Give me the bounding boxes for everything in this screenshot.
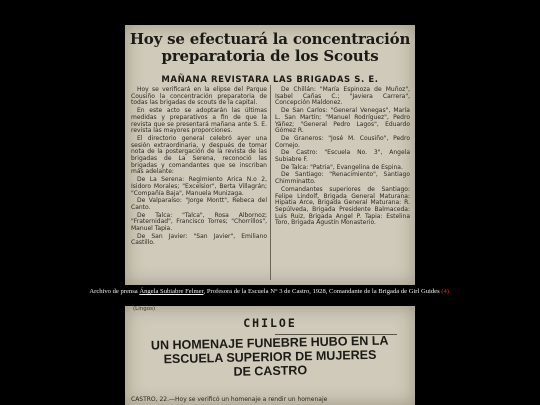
clipping-subhead: MAÑANA REVISTARA LAS BRIGADAS S. E. xyxy=(161,75,379,85)
paragraph: De Graneros: "José M. Cousiño", Pedro Cornejo. xyxy=(275,134,410,149)
newspaper-clipping-chiloe xyxy=(125,306,415,405)
caption-reference-link[interactable]: (4). xyxy=(441,288,451,295)
paragraph: Comandantes superiores de Santiago: Felipe Lindolf, Brigada General Maturana: Hipatia Arce, Brigada General Maturana: R. Sepúlveda, Brigada Presidente Balmaceda: Luis Ruiz, Brigada Angel P. Tapia: Estelina Toro, Brigada Agustín Monasterio. xyxy=(275,185,410,227)
paragraph: De Santiago: "Renacimiento", Santiago Chimminatto. xyxy=(275,171,410,186)
clipping-top-fragment: (Lingos) xyxy=(133,306,156,312)
paragraph: De Valparaíso: "Jorge Montt", Rebeca del Canto. xyxy=(131,197,267,211)
headline-line-2: preparatoria de los Scouts xyxy=(161,47,379,65)
image-caption xyxy=(0,286,540,298)
paragraph: Hoy se verificará en la elipse del Parque Cousiño la concentración preparatoria de todas las brigadas de scouts de la capital. xyxy=(131,86,267,107)
article-left-column xyxy=(131,87,267,248)
column-divider xyxy=(270,85,271,280)
article-right-column xyxy=(275,87,410,228)
headline-line-1: Hoy se efectuará la concentración xyxy=(129,30,411,48)
clipping-headline xyxy=(125,31,415,65)
clipping-headline xyxy=(125,333,415,381)
headline-line-3: DE CASTRO xyxy=(233,363,308,379)
headline-line-1: UN HOMENAJE FUNEBRE HUBO EN LA xyxy=(150,333,389,353)
paragraph: El directorio general celebró ayer una sesión extraordinaria, y después de tomar nota de la postergación de la revista de las brigadas de La Serena, reconoció las brigadas y comandantes que se inscriban más adelante: xyxy=(131,134,267,176)
paragraph: De La Serena: Regimiento Arica N.o 2, Isidoro Morales; "Excelsior", Berta Villagrán; "Compañía Baja", Manuela Munizaga. xyxy=(131,176,267,197)
paragraph: De Castro: "Escuela No. 3", Angela Subiabre F. xyxy=(275,149,410,164)
caption-suffix: , Profesora de la Escuela N° 3 de Castro, 1928, Comandante de la Brigada de Girl Guides xyxy=(203,288,442,295)
article-text-fragment: CASTRO, 22.—Hoy se verificó un homenaje a rendir un homenaje xyxy=(131,396,328,403)
section-title: CHILOE xyxy=(243,316,297,330)
headline-line-2: ESCUELA SUPERIOR DE MUJERES xyxy=(163,347,377,367)
caption-prefix: Archivo de prensa xyxy=(89,288,140,295)
paragraph: De San Carlos: "General Venegas", María L. San Martín; "Manuel Rodríguez", Pedro Yáñez; "General Pedro Lagos", Eduardo Gómez R. xyxy=(275,107,410,135)
caption-person-link[interactable]: Ángela Subiabre Felmer xyxy=(139,288,204,295)
paragraph: De Chillán: "María Espinoza de Muñoz", Isabel Cañas C.; "Javiera Carrera", Concepción Maldonez. xyxy=(275,86,410,107)
paragraph: De Talca: "Patria", Evangelina de Espina. xyxy=(281,163,403,171)
newspaper-clipping-scouts xyxy=(125,25,415,285)
paragraph: En este acto se adoptarán las últimas medidas y preparativos a fin de que la revista que se presentará mañana ante S. E. revista las mayores proporciones. xyxy=(131,107,267,135)
paragraph: De San Javier: "San Javier", Emiliano Castillo. xyxy=(131,232,267,247)
paragraph: De Talca: "Talca", Rosa Albornoz; "Fraternidad", Francisco Torres; "Chorrillos", Manuel Tapia. xyxy=(131,211,267,233)
